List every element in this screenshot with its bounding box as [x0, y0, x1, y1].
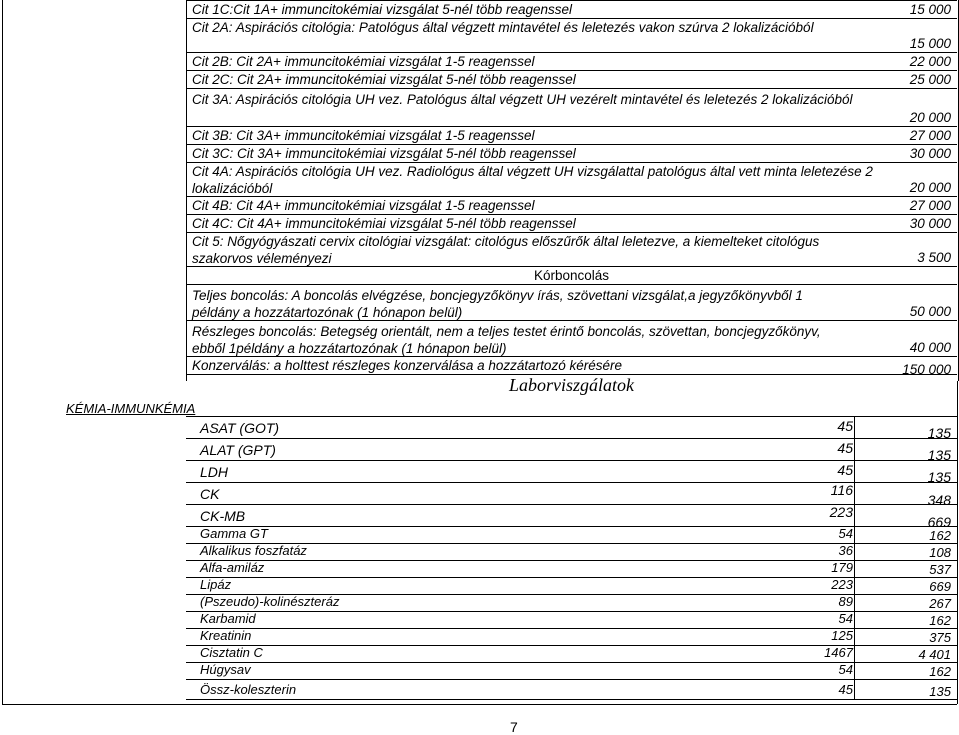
row-price: 27 000 — [909, 128, 951, 143]
bottom-border — [2, 704, 957, 705]
column-divider — [854, 439, 855, 460]
lab-price: 135 — [927, 447, 951, 463]
lab-row — [186, 628, 957, 645]
table-row — [186, 214, 957, 232]
table-row — [186, 0, 957, 18]
lab-units: 45 — [837, 418, 853, 434]
lab-price: 4 401 — [918, 647, 951, 662]
lab-price: 669 — [927, 514, 951, 530]
column-divider — [854, 461, 855, 482]
lab-test-name: ASAT (GOT) — [200, 420, 280, 436]
column-divider — [854, 417, 855, 438]
lab-price: 669 — [929, 579, 951, 594]
table-row — [186, 320, 957, 356]
lab-row — [186, 482, 957, 508]
lab-test-name: CK-MB — [200, 508, 246, 524]
column-divider — [854, 663, 855, 679]
lab-price: 348 — [927, 492, 951, 508]
row-text: Cit 5: Nőgyógyászati cervix citológiai vizsgálat: citológus előszűrők által leletezve, a kiemelteket citológus szakorvos véleményezi — [192, 234, 820, 266]
table-row — [186, 126, 957, 144]
row-text: Cit 2A: Aspirációs citológia: Patológus által végzett mintavétel és leletezés vakon szúrva 2 lokalizációból — [192, 20, 814, 35]
lab-test-name: LDH — [200, 464, 229, 480]
table-row — [186, 162, 957, 196]
lab-row — [186, 460, 957, 485]
lab-units: 36 — [838, 543, 853, 558]
lab-test-name: Lipáz — [200, 577, 232, 592]
column-divider — [854, 629, 855, 645]
row-text: Teljes boncolás: A boncolás elvégzése, boncjegyzőkönyv írás, szövettani vizsgálat,a jegyzőkönyvből 1 példány a hozzátartozónak (1 hónapon belül) — [192, 288, 803, 320]
lab-price: 537 — [929, 562, 951, 577]
section-header-row — [186, 266, 957, 284]
lab-test-name: Alkalikus foszfatáz — [200, 543, 307, 558]
column-divider — [854, 561, 855, 577]
lab-units: 125 — [831, 628, 853, 643]
column-divider — [854, 680, 855, 699]
lab-test-name: Húgysav — [200, 662, 251, 677]
row-price: 3 500 — [917, 250, 951, 265]
lab-price: 135 — [927, 425, 951, 441]
lab-test-name: Cisztatin C — [200, 645, 263, 660]
row-price: 30 000 — [909, 216, 951, 231]
lab-units: 45 — [837, 440, 853, 456]
lab-price: 162 — [929, 613, 951, 628]
lab-units: 45 — [838, 682, 853, 697]
row-text: Cit 2B: Cit 2A+ immuncitokémiai vizsgálat 1-5 reagenssel — [192, 54, 535, 69]
lab-row — [186, 662, 957, 679]
table-row — [186, 356, 957, 375]
row-price: 150 000 — [902, 362, 951, 377]
lab-price: 108 — [929, 545, 951, 560]
lab-test-name: (Pszeudo)-kolinészteráz — [200, 594, 340, 609]
column-divider — [854, 595, 855, 611]
table-row — [186, 196, 957, 214]
lab-row — [186, 560, 957, 577]
lab-row — [186, 416, 957, 441]
row-price: 20 000 — [909, 110, 951, 125]
lab-units: 54 — [838, 611, 853, 626]
page-number: 7 — [510, 719, 518, 735]
row-text: Konzerválás: a holttest részleges konzerválása a hozzátartozó kérésére — [192, 358, 622, 373]
autopsy-title: Kórboncolás — [533, 268, 610, 283]
row-text: Részleges boncolás: Betegség orientált, nem a teljes testet érintő boncolás, szövettan, boncjegyzőkönyv, ebből 1példány a hozzátartozónak (1 hónapon belül) — [192, 324, 821, 356]
lab-units: 1467 — [824, 645, 853, 660]
row-price: 25 000 — [909, 72, 951, 87]
lab-price: 162 — [929, 528, 951, 543]
lab-price: 267 — [929, 596, 951, 611]
table-row — [186, 18, 957, 52]
lab-units: 54 — [838, 526, 853, 541]
lab-units: 223 — [831, 577, 853, 592]
lab-price: 375 — [929, 630, 951, 645]
table-row — [186, 88, 957, 126]
lab-test-name: ALAT (GPT) — [200, 442, 276, 458]
lab-price: 135 — [929, 684, 951, 699]
lab-row — [186, 679, 957, 700]
row-price: 30 000 — [909, 146, 951, 161]
lab-units: 223 — [829, 504, 853, 520]
row-price: 40 000 — [909, 340, 951, 355]
table-row — [186, 284, 957, 320]
lab-units: 45 — [837, 462, 853, 478]
lab-test-name: Össz-koleszterin — [200, 682, 297, 697]
row-price: 15 000 — [909, 2, 951, 17]
row-text: Cit 3C: Cit 3A+ immuncitokémiai vizsgálat 5-nél több reagenssel — [192, 146, 576, 161]
lab-units: 54 — [838, 662, 853, 677]
column-divider — [854, 646, 855, 662]
column-divider — [854, 527, 855, 543]
column-divider — [854, 483, 855, 504]
lab-row — [186, 526, 957, 543]
lab-row — [186, 611, 957, 628]
table-row — [186, 144, 957, 162]
row-text: Cit 4A: Aspirációs citológia UH vez. Radiológus által végzett UH vizsgálattal patológus által vett minta leletezése 2 lokalizációból — [192, 164, 873, 196]
lab-section-label: KÉMIA-IMMUNKÉMIA — [66, 401, 196, 416]
row-price: 15 000 — [909, 36, 951, 51]
column-divider — [854, 612, 855, 628]
row-price: 20 000 — [909, 180, 951, 195]
lab-test-name: Kreatinin — [200, 628, 252, 643]
lab-test-name: Alfa-amiláz — [200, 560, 265, 575]
lab-title: Laborviszgálatok — [508, 375, 634, 395]
lab-price: 135 — [927, 469, 951, 485]
lab-units: 116 — [830, 482, 853, 498]
lab-row — [186, 577, 957, 594]
table-row — [186, 232, 957, 266]
lab-price: 162 — [929, 664, 951, 679]
row-text: Cit 4B: Cit 4A+ immuncitokémiai vizsgálat 1-5 reagenssel — [192, 198, 535, 213]
lab-row — [186, 645, 957, 662]
table-row — [186, 52, 957, 70]
lab-test-name: Karbamid — [200, 611, 256, 626]
left-border — [2, 0, 3, 704]
lab-row — [186, 543, 957, 560]
row-text: Cit 3B: Cit 3A+ immuncitokémiai vizsgálat 1-5 reagenssel — [192, 128, 535, 143]
table-row — [186, 70, 957, 88]
row-text: Cit 2C: Cit 2A+ immuncitokémiai vizsgálat 5-nél több reagenssel — [192, 72, 576, 87]
lab-row — [186, 438, 957, 463]
row-price: 22 000 — [909, 54, 951, 69]
lab-row — [186, 594, 957, 611]
lab-row — [186, 504, 957, 530]
column-divider — [854, 505, 855, 526]
lab-units: 179 — [831, 560, 853, 575]
lab-test-name: CK — [200, 486, 220, 502]
column-divider — [854, 578, 855, 594]
row-text: Cit 3A: Aspirációs citológia UH vez. Patológus által végzett UH vezérelt mintavétel és leletezés 2 lokalizációból — [192, 92, 853, 107]
column-divider — [854, 544, 855, 560]
row-text: Cit 1C:Cit 1A+ immuncitokémiai vizsgálat 5-nél több reagenssel — [192, 2, 573, 17]
row-text: Cit 4C: Cit 4A+ immuncitokémiai vizsgálat 5-nél több reagenssel — [192, 216, 576, 231]
lab-units: 89 — [838, 594, 853, 609]
lab-test-name: Gamma GT — [200, 526, 268, 541]
row-price: 27 000 — [909, 198, 951, 213]
row-price: 50 000 — [909, 304, 951, 319]
